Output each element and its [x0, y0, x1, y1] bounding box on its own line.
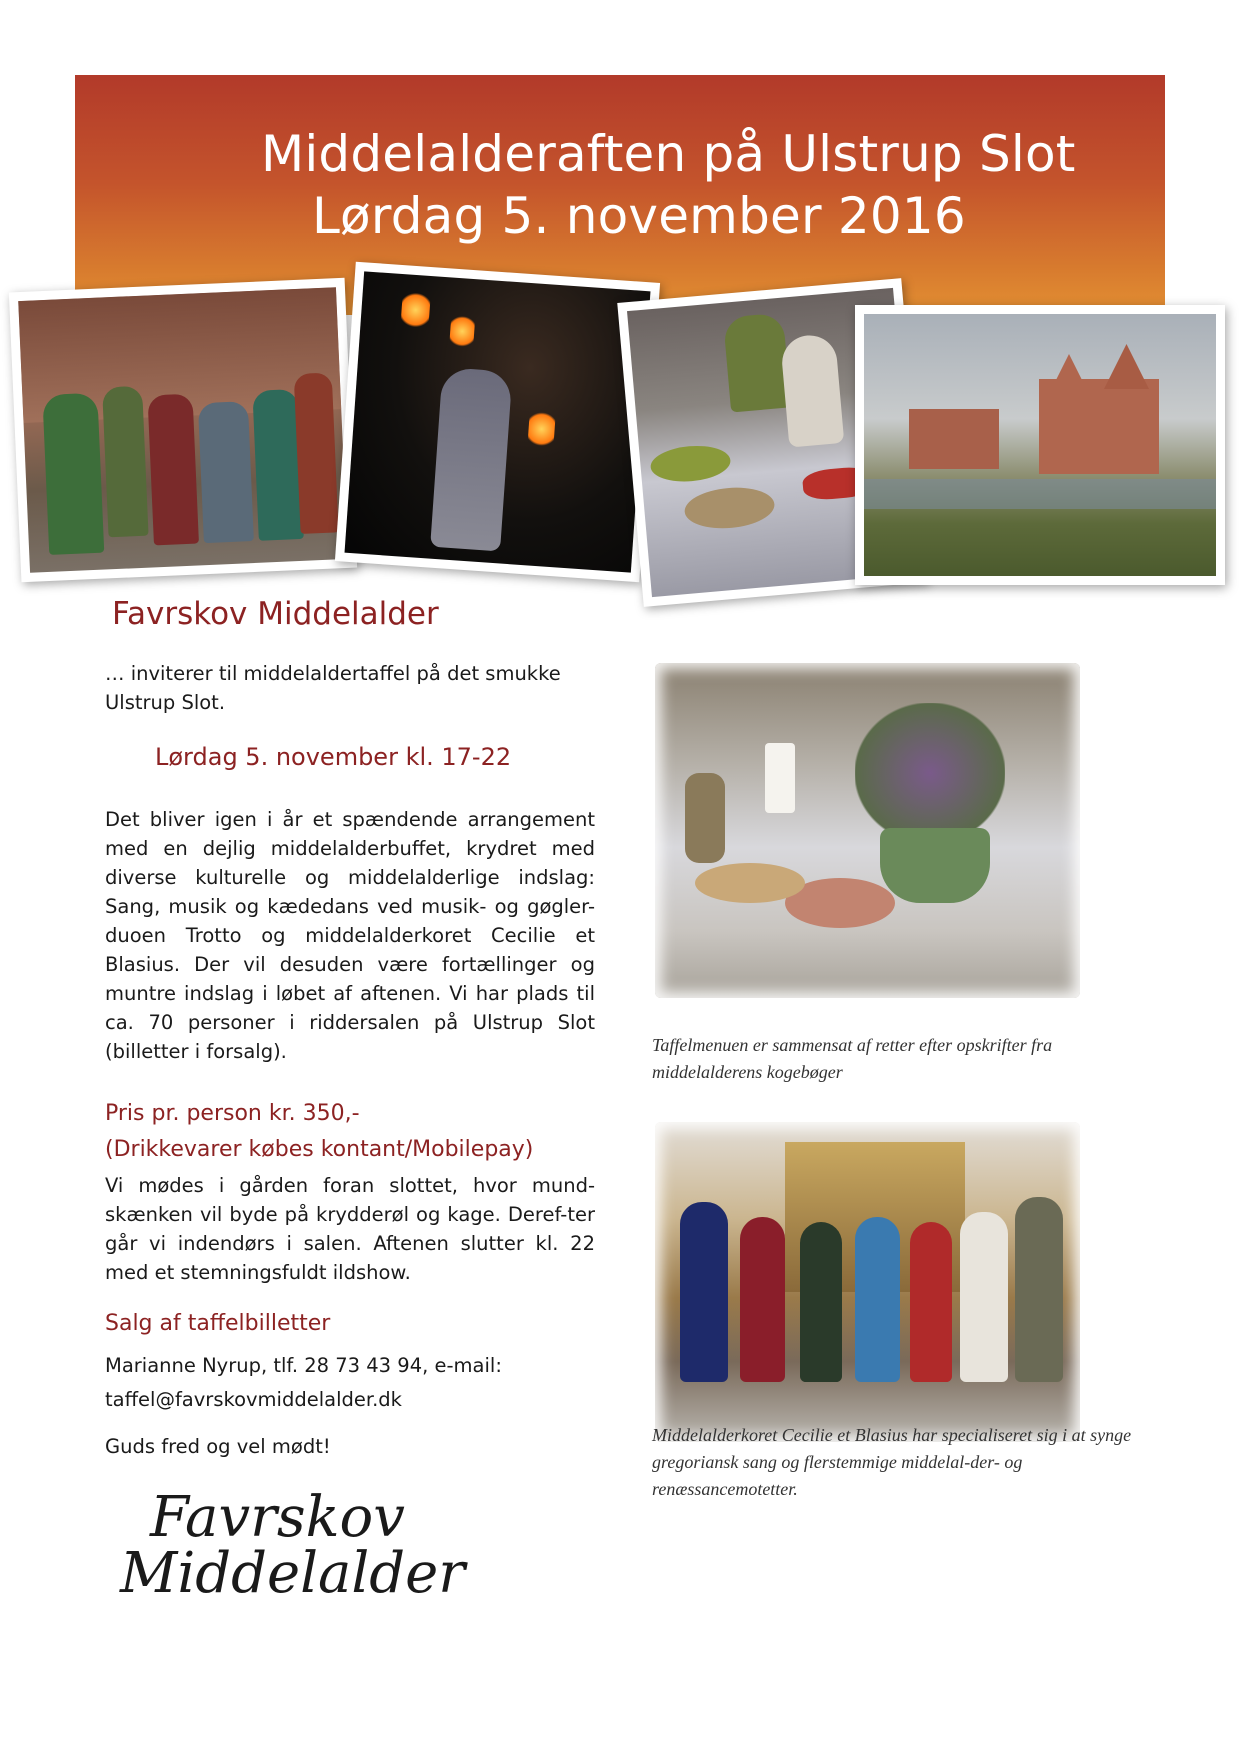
photo-choir [655, 1122, 1080, 1442]
contact-info [105, 1349, 585, 1417]
price-info [105, 1096, 533, 1168]
page-title: Middelalderaften på Ulstrup Slot [261, 125, 1076, 183]
page-subtitle-date: Lørdag 5. november 2016 [312, 187, 966, 245]
drinks-note: (Drikkevarer købes kontant/Mobilepay) [105, 1137, 534, 1162]
event-date: Lørdag 5. november kl. 17-22 [155, 743, 512, 771]
contact-email-link[interactable]: taffel@favrskovmiddelalder.dk [105, 1388, 402, 1411]
organization-title: Favrskov Middelalder [112, 596, 439, 632]
meeting-info: Vi mødes i gården foran slottet, hvor mund-skænken vil byde på krydderøl og kage. Deref-ter går vi indendørs i salen. Aftenen slutter kl. 22 med et stemningsfuldt ildshow. [105, 1174, 595, 1284]
greeting: Guds fred og vel mødt! [105, 1435, 331, 1458]
photo-costumed-group [9, 278, 357, 582]
price-line: Pris pr. person kr. 350,- [105, 1101, 360, 1126]
favrskov-middelalder-logo [120, 1485, 466, 1615]
logo-line-1: Favrskov [150, 1485, 405, 1550]
photo-fire-show [335, 262, 660, 583]
header-banner [75, 75, 1165, 315]
intro-text: … inviterer til middelaldertaffel på det smukke Ulstrup Slot. [105, 662, 561, 714]
photo-table-setting [655, 663, 1080, 998]
event-description: Det bliver igen i år et spændende arrangement med en dejlig middelalderbuffet, krydret med diverse kulturelle og middelalderlige indslag: Sang, musik og kædedans ved musik- og gøgler-duoen Trotto og middelalderkoret Cecilie et Blasius. Der vil desuden være fortællinger og muntre indslag i løbet af aftenen. Vi har plads til ca. 70 personer i riddersalen på Ulstrup Slot (billetter i forsalg). [105, 808, 595, 1063]
caption-table: Taffelmenuen er sammensat af retter efter opskrifter fra middelalderens kogebøger [652, 1035, 1053, 1082]
sales-title: Salg af taffelbilletter [105, 1311, 331, 1336]
contact-phone-line: Marianne Nyrup, tlf. 28 73 43 94, e-mail: [105, 1354, 502, 1377]
photo-ulstrup-castle [855, 305, 1225, 585]
caption-choir: Middelalderkoret Cecilie et Blasius har specialiseret sig i at synge gregoriansk sang og flerstemmige middelal-der- og renæssancemotetter. [652, 1425, 1132, 1499]
logo-line-2: Middelalder [120, 1541, 466, 1606]
